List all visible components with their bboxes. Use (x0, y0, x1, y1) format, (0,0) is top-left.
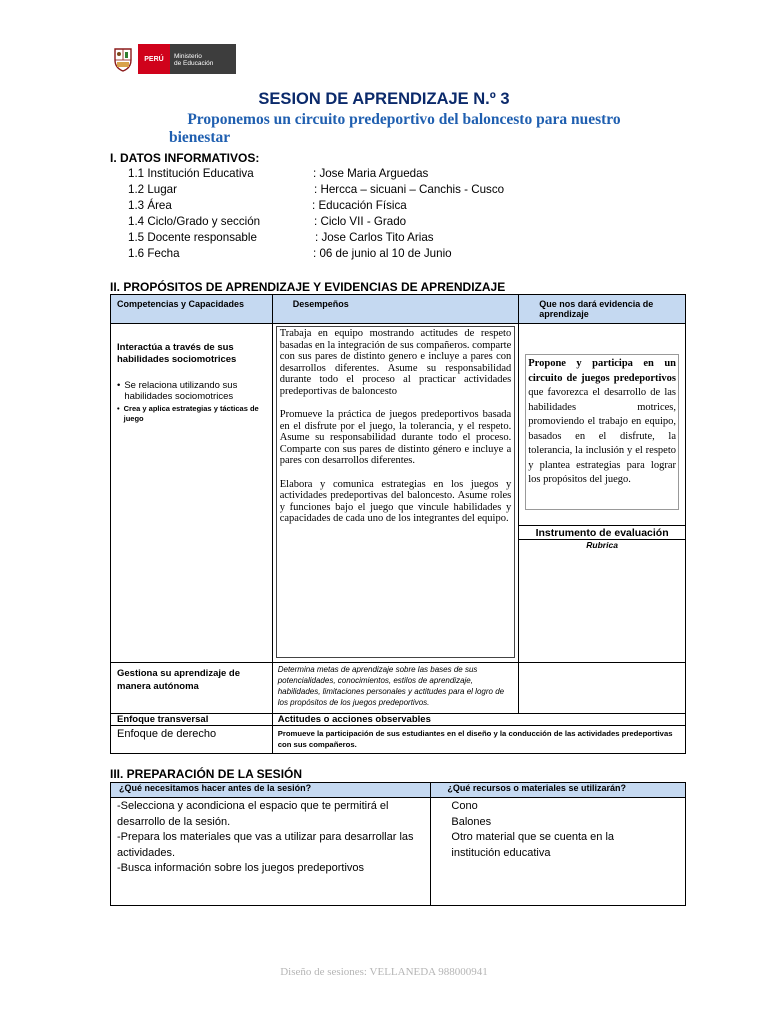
info-row: 1.4 Ciclo/Grado y sección : Ciclo VII - Grado (128, 215, 407, 228)
desempenos-cell (272, 324, 519, 663)
desempeno-2: Promueve la práctica de juegos predeportivos basada en el disfrute por el juego, la tolerancia, y el respeto. Asume su responsabilidad durante todo el proceso. Comparte con sus pares de distinto género e incluye a pares con desarrollos diferentes. (279, 409, 512, 466)
col-header-desempenos: Desempeños (272, 295, 519, 324)
info-row: 1.1 Institución Educativa : Jose Maria Arguedas (128, 167, 429, 180)
capacidad-item: • Se relaciona utilizando sus habilidades sociomotrices (117, 380, 238, 402)
capacidad-item: • Crea y aplica estrategias y tácticas de juego (117, 404, 259, 423)
bullet-icon: • (117, 380, 121, 391)
bullet-icon: • (117, 404, 120, 413)
col-header-evidencia: Que nos dará evidencia de aprendizaje (519, 295, 686, 324)
evidencia-cell (519, 324, 686, 663)
desempenos-box (276, 326, 516, 658)
col-header-recursos: ¿Qué recursos o materiales se utilizarán? (431, 783, 686, 798)
list-item: Cono (451, 800, 478, 812)
list-item: -Busca información sobre los juegos predeportivos (117, 862, 365, 874)
section-propositos-heading: II. PROPÓSITOS DE APRENDIZAJE Y EVIDENCIAS DE APRENDIZAJE (110, 280, 506, 294)
info-row: 1.3 Área : Educación Física (128, 199, 407, 212)
enfoque-desc: Promueve la participación de sus estudiantes en el diseño y la conducción de las actividades predeportivas con sus compañeros. (272, 726, 685, 754)
instrumento-value: Rubrica (519, 539, 685, 550)
instrumento-label: Instrumento de evaluación (519, 525, 685, 539)
info-row: 1.2 Lugar : Hercca – sicuani – Canchis - Cusco (128, 183, 505, 196)
info-row: 1.6 Fecha : 06 de junio al 10 de Junio (128, 247, 452, 260)
gestiona-cell: Gestiona su aprendizaje de manera autónoma (111, 663, 273, 714)
coat-of-arms-icon (108, 44, 138, 74)
preparacion-table (110, 782, 686, 906)
list-item: -Prepara los materiales que vas a utilizar para desarrollar las actividades. (117, 831, 414, 859)
desempeno-3: Elabora y comunica estrategias en los juegos y actividades predeportivas del baloncesto. Asume roles y funciones bajo el juego que vincule habilidades y capacidades de cada uno de los integrantes del equipo. (279, 478, 512, 524)
enfoque-value: Enfoque de derecho (111, 726, 273, 754)
desempeno-1: Trabaja en equipo mostrando actitudes de respeto basadas en la integración de sus compañeros. comparte con sus pares de distinto genero e incluye a pares con desarrollos diferentes. Asume su responsabilidad durante todo el proceso al practicar actividades predeportivas de baloncesto (279, 328, 512, 397)
minedu-logo (108, 44, 236, 74)
section-datos-heading: I. DATOS INFORMATIVOS: (110, 151, 260, 165)
competencia-text: Interactúa a través de sus habilidades sociomotrices (117, 342, 237, 365)
evidencia-box: Propone y participa en un circuito de juegos predeportivos que favorezca el desarrollo de las habilidades motrices, promoviendo el trabajo en equipo, basados en el disfrute, la tolerancia, la inclusión y el respeto y plantea estrategias para lograr los propósitos del juego. (525, 354, 679, 510)
gestiona-desc: Determina metas de aprendizaje sobre las bases de sus potencialidades, conocimientos, estilos de aprendizaje, habilidades, limitaciones personales y actitudes para el logro de los propósitos de los juegos predeportivos. (272, 663, 519, 714)
competencia-cell (111, 324, 273, 663)
ministry-label: Ministerio de Educación (170, 44, 236, 74)
page-title: SESION DE APRENDIZAJE N.º 3 (258, 90, 510, 108)
peru-label: PERÚ (138, 44, 170, 74)
propositos-table (110, 294, 686, 754)
section-preparacion-heading: III. PREPARACIÓN DE LA SESIÓN (110, 767, 303, 781)
page-footer: Diseño de sesiones: VELLANEDA 988000941 (280, 966, 488, 978)
antes-cell (111, 798, 431, 906)
list-item: -Selecciona y acondiciona el espacio que te permitirá el desarrollo de la sesión. (117, 800, 389, 828)
list-item: Otro material que se cuenta en la institución educativa (451, 831, 615, 859)
actitudes-header: Actitudes o acciones observables (272, 714, 685, 726)
empty-cell (519, 663, 686, 714)
enfoque-header: Enfoque transversal (111, 714, 273, 726)
col-header-competencias: Competencias y Capacidades (111, 295, 273, 324)
recursos-cell (431, 798, 686, 906)
page-subtitle: Proponemos un circuito predeportivo del baloncesto para nuestro bienestar (169, 111, 621, 146)
info-row: 1.5 Docente responsable : Jose Carlos Tito Arias (128, 231, 434, 244)
list-item: Balones (451, 815, 492, 828)
col-header-antes: ¿Qué necesitamos hacer antes de la sesión? (111, 783, 431, 798)
